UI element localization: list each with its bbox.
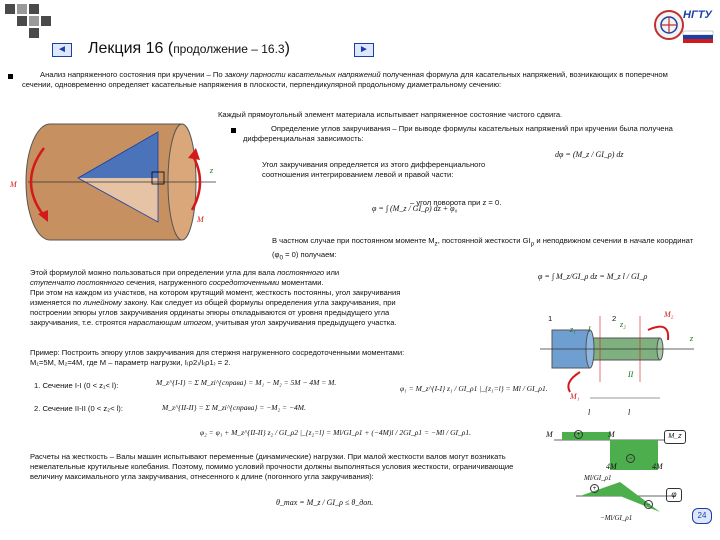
- beam-axis-z: z: [690, 334, 694, 343]
- formula-mz1: M_z^{I-I} = Σ M_zi^{справа} = M₁ − M₂ = 5M − 4M = M.: [156, 378, 337, 387]
- mz-plus-sign: +: [574, 430, 583, 439]
- paragraph-stiffness: Расчеты на жесткость – Валы машин испытывают переменные (динамические) нагрузки. При малой жесткости валов могут возникать нежелательные крутильные колебания. Поэтому, помимо условий прочности должны выполняться условия жесткости, ограничивающие величину максимального угла закручивания, отнесенного к длине (погонного угла закручивания):: [30, 452, 514, 481]
- bullet: [8, 74, 13, 79]
- decor-square: [29, 16, 39, 26]
- phi0-note: – угол поворота при z = 0.: [410, 198, 502, 207]
- formula-phi2: φ₂ = φ₁ + M_z^{II-II} z₂ / GI_ρ2 |_{z₂=l} = Ml/GI_ρ1 + (−4M)l / 2GI_ρ1 = −Ml / GI_ρ1.: [200, 428, 472, 437]
- formula-phi1: φ₁ = M_z^{I-I} z₁ / GI_ρ1 |_{z₁=l} = Ml / GI_ρ1.: [400, 384, 548, 393]
- torque-label-right: M: [197, 215, 204, 224]
- beam-roman-1: I: [588, 325, 591, 334]
- title-main: Лекция 16: [88, 40, 164, 57]
- example-text: Пример: Построить эпюру углов закручивания для стержня нагруженного сосредоточенными моментами: M₁=5M, M₂=4M, где M – параметр нагрузки, I₍ρ2₎/I₍ρ1₎ = 2.: [30, 348, 405, 367]
- phi-top-value: Ml/GI_ρ1: [584, 474, 612, 482]
- torque-label-left: M: [10, 180, 17, 189]
- mz-right-value: M: [608, 430, 615, 439]
- section-2-label: 2. Сечение II-II (0 < z₂< l):: [34, 404, 123, 413]
- beam-length-1: l: [588, 408, 591, 417]
- beam-z2: z₂: [620, 320, 626, 329]
- formula-theta: θ_max = M_z / GI_ρ ≤ θ_доп.: [276, 498, 374, 507]
- phi-plus-sign: +: [590, 484, 599, 493]
- beam-m1: M₁: [570, 392, 580, 401]
- pure-shear-conclusion: Каждый прямоугольный элемент материала испытывает напряженное состояние чистого сдвига.: [218, 110, 563, 119]
- logo: [653, 3, 715, 49]
- decor-square: [29, 4, 39, 14]
- formula-mz2: M_z^{II-II} = Σ M_zi^{справа} = −M₂ = −4M.: [162, 403, 306, 412]
- page-number-badge: [692, 508, 712, 524]
- next-slide-button[interactable]: ►: [354, 43, 374, 57]
- decor-square: [41, 16, 51, 26]
- formula-phi: φ = ∫ (M_z / GI_ρ) dz + φ₀: [372, 204, 458, 213]
- formula-phi-const: φ = ∫ M_z/GI_ρ dz = M_z l / GI_ρ: [538, 272, 648, 281]
- beam-m2: M₂: [664, 310, 674, 319]
- logo-text: НГТУ: [683, 9, 712, 21]
- bullet: [231, 128, 236, 133]
- integration-text: Угол закручивания определяется из этого дифференциального соотношения интегрированием левой и правой части:: [262, 160, 486, 179]
- phi-unit: φ: [671, 490, 677, 499]
- page-number: 24: [697, 511, 707, 520]
- beam-section-1: 1: [548, 314, 553, 323]
- mz-unit-box: [664, 430, 686, 444]
- prev-slide-button[interactable]: ◄: [52, 43, 72, 57]
- beam-roman-2: II: [628, 370, 634, 379]
- phi-minus-sign: −: [644, 500, 653, 509]
- beam-z1: z₁: [570, 325, 576, 334]
- decor-square: [29, 28, 39, 38]
- title-sub: продолжение – 16.3: [173, 42, 285, 56]
- decor-square: [17, 16, 27, 26]
- decor-square: [17, 4, 27, 14]
- formula-dphi: dφ = (M_z / GI_ρ) dz: [555, 150, 624, 159]
- decor-square: [5, 4, 15, 14]
- phi-bottom-value: −Ml/GI_ρ1: [600, 514, 633, 522]
- mz-4m-inside: 4M: [606, 462, 617, 471]
- paragraph-stress-state: Анализ напряженного состояния при кручении – По закону парности касательных напряжений полученная формула для касательных напряжений, возникающих в поперечном сечении, одновременно определяет касательные напряжения в плоскости, перпендикулярной продольному диаметральному сечению:: [22, 70, 668, 89]
- mz-left-value: M: [546, 430, 553, 439]
- mz-minus-sign: −: [626, 454, 635, 463]
- section-1-label: 1. Сечение I-I (0 < z₁< l):: [34, 381, 119, 390]
- paragraph-constant-section: Этой формулой можно пользоваться при определении угла для вала постоянного или ступенчато постоянного сечения, нагруженного сосредоточенными моментами. При этом на каждом из участков, на котором крутящий момент, жесткость постоянны, угол закручивания изменяется по линейному закону. Как следует из общей формулы определения угла закручивания, при построении эпюры углов закручивания ординаты эпюры откладываются от уровня предыдущего угла закручивания, т.е. строятся нарастающим итогом, учитывая угол закручивания предыдущего участка.: [30, 268, 401, 327]
- page-title: Лекция 16 (продолжение – 16.3): [88, 40, 290, 57]
- phi-unit-box: [666, 488, 682, 502]
- axis-z-label: z: [210, 166, 214, 175]
- paragraph-twist-angles: Определение углов закручивания – При выводе формулы касательных напряжений при кручении была получена дифференциальная зависимость:: [243, 124, 673, 143]
- mz-4m-outside: 4M: [652, 462, 663, 471]
- mz-unit: M_z: [668, 433, 682, 440]
- beam-section-2: 2: [612, 314, 617, 323]
- beam-length-2: l: [628, 408, 631, 417]
- constant-case-text: В частном случае при постоянном моменте $M_z$, постоянной жесткости $GI_\rho$ и неподвижном сечении в начале координат $(\varphi_0 = 0)$ получаем:: [272, 236, 694, 262]
